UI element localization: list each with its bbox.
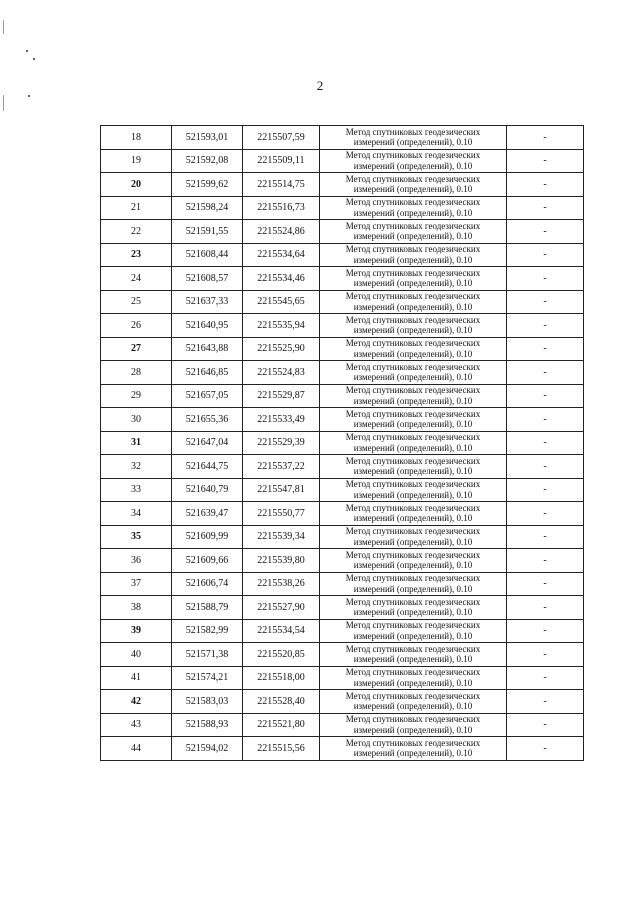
x-coordinate-cell: 521643,88 — [172, 337, 243, 361]
y-coordinate-cell: 2215535,94 — [243, 314, 320, 338]
method-line-1: Метод спутниковых геодезических — [345, 432, 481, 443]
point-number-cell: 43 — [101, 713, 172, 737]
description-cell: - — [507, 666, 584, 690]
method-line-1: Метод спутниковых геодезических — [345, 667, 481, 678]
table-row — [101, 126, 584, 150]
x-coordinate-cell: 521583,03 — [172, 690, 243, 714]
table-row — [101, 290, 584, 314]
y-coordinate-cell: 2215547,81 — [243, 478, 320, 502]
x-coordinate-cell: 521571,38 — [172, 643, 243, 667]
x-coordinate-cell: 521655,36 — [172, 408, 243, 432]
method-line-1: Метод спутниковых геодезических — [345, 737, 481, 748]
y-coordinate-cell: 2215514,75 — [243, 173, 320, 197]
method-line-2: измерений (определений), 0.10 — [353, 137, 473, 148]
table-row — [101, 196, 584, 220]
point-number-cell: 26 — [101, 314, 172, 338]
table-row — [101, 596, 584, 620]
y-coordinate-cell: 2215524,83 — [243, 361, 320, 385]
method-line-2: измерений (определений), 0.10 — [353, 419, 473, 430]
x-coordinate-cell: 521637,33 — [172, 290, 243, 314]
point-number-cell: 37 — [101, 572, 172, 596]
method-cell — [320, 549, 507, 573]
description-cell: - — [507, 408, 584, 432]
x-coordinate-cell: 521588,79 — [172, 596, 243, 620]
method-cell — [320, 173, 507, 197]
coordinates-table — [100, 125, 584, 761]
x-coordinate-cell: 521592,08 — [172, 149, 243, 173]
description-cell: - — [507, 502, 584, 526]
table-row — [101, 243, 584, 267]
point-number-cell: 35 — [101, 525, 172, 549]
method-cell — [320, 572, 507, 596]
x-coordinate-cell: 521644,75 — [172, 455, 243, 479]
method-line-2: измерений (определений), 0.10 — [353, 489, 473, 500]
method-cell — [320, 666, 507, 690]
y-coordinate-cell: 2215528,40 — [243, 690, 320, 714]
description-cell: - — [507, 690, 584, 714]
y-coordinate-cell: 2215539,80 — [243, 549, 320, 573]
table-row — [101, 525, 584, 549]
description-cell: - — [507, 737, 584, 761]
description-cell: - — [507, 337, 584, 361]
table-row — [101, 713, 584, 737]
x-coordinate-cell: 521582,99 — [172, 619, 243, 643]
method-line-1: Метод спутниковых геодезических — [345, 244, 481, 255]
scan-speck — [3, 20, 4, 34]
method-cell — [320, 267, 507, 291]
method-line-2: измерений (определений), 0.10 — [353, 748, 473, 759]
x-coordinate-cell: 521591,55 — [172, 220, 243, 244]
method-line-1: Метод спутниковых геодезических — [345, 291, 481, 302]
point-number-cell: 33 — [101, 478, 172, 502]
method-cell — [320, 596, 507, 620]
method-line-1: Метод спутниковых геодезических — [345, 220, 481, 231]
y-coordinate-cell: 2215533,49 — [243, 408, 320, 432]
point-number-cell: 36 — [101, 549, 172, 573]
method-line-2: измерений (определений), 0.10 — [353, 560, 473, 571]
table-row — [101, 314, 584, 338]
point-number-cell: 31 — [101, 431, 172, 455]
method-line-2: измерений (определений), 0.10 — [353, 231, 473, 242]
method-line-2: измерений (определений), 0.10 — [353, 677, 473, 688]
point-number-cell: 32 — [101, 455, 172, 479]
method-line-2: измерений (определений), 0.10 — [353, 583, 473, 594]
table-row — [101, 643, 584, 667]
x-coordinate-cell: 521608,44 — [172, 243, 243, 267]
method-line-2: измерений (определений), 0.10 — [353, 348, 473, 359]
method-line-1: Метод спутниковых геодезических — [345, 620, 481, 631]
x-coordinate-cell: 521647,04 — [172, 431, 243, 455]
table-row — [101, 502, 584, 526]
method-line-1: Метод спутниковых геодезических — [345, 596, 481, 607]
point-number-cell: 41 — [101, 666, 172, 690]
method-line-1: Метод спутниковых геодезических — [345, 173, 481, 184]
y-coordinate-cell: 2215524,86 — [243, 220, 320, 244]
method-cell — [320, 196, 507, 220]
y-coordinate-cell: 2215545,65 — [243, 290, 320, 314]
description-cell: - — [507, 243, 584, 267]
method-line-2: измерений (определений), 0.10 — [353, 654, 473, 665]
point-number-cell: 27 — [101, 337, 172, 361]
scan-speck — [28, 95, 30, 97]
table-row — [101, 267, 584, 291]
description-cell: - — [507, 290, 584, 314]
y-coordinate-cell: 2215529,87 — [243, 384, 320, 408]
method-line-2: измерений (определений), 0.10 — [353, 536, 473, 547]
description-cell: - — [507, 572, 584, 596]
description-cell: - — [507, 596, 584, 620]
y-coordinate-cell: 2215534,64 — [243, 243, 320, 267]
y-coordinate-cell: 2215520,85 — [243, 643, 320, 667]
description-cell: - — [507, 643, 584, 667]
description-cell: - — [507, 525, 584, 549]
description-cell: - — [507, 455, 584, 479]
method-line-1: Метод спутниковых геодезических — [345, 267, 481, 278]
table-row — [101, 549, 584, 573]
table-row — [101, 149, 584, 173]
page-number: 2 — [316, 78, 324, 93]
method-line-1: Метод спутниковых геодезических — [345, 549, 481, 560]
table-row — [101, 690, 584, 714]
point-number-cell: 19 — [101, 149, 172, 173]
point-number-cell: 34 — [101, 502, 172, 526]
x-coordinate-cell: 521639,47 — [172, 502, 243, 526]
x-coordinate-cell: 521640,95 — [172, 314, 243, 338]
method-cell — [320, 361, 507, 385]
method-cell — [320, 384, 507, 408]
method-cell — [320, 290, 507, 314]
x-coordinate-cell: 521640,79 — [172, 478, 243, 502]
method-line-2: измерений (определений), 0.10 — [353, 630, 473, 641]
point-number-cell: 28 — [101, 361, 172, 385]
description-cell: - — [507, 619, 584, 643]
method-line-1: Метод спутниковых геодезических — [345, 408, 481, 419]
y-coordinate-cell: 2215550,77 — [243, 502, 320, 526]
x-coordinate-cell: 521657,05 — [172, 384, 243, 408]
description-cell: - — [507, 549, 584, 573]
method-line-2: измерений (определений), 0.10 — [353, 301, 473, 312]
method-cell — [320, 619, 507, 643]
method-line-2: измерений (определений), 0.10 — [353, 325, 473, 336]
method-cell — [320, 690, 507, 714]
point-number-cell: 30 — [101, 408, 172, 432]
method-line-1: Метод спутниковых геодезических — [345, 573, 481, 584]
table-row — [101, 384, 584, 408]
description-cell: - — [507, 384, 584, 408]
y-coordinate-cell: 2215534,54 — [243, 619, 320, 643]
point-number-cell: 25 — [101, 290, 172, 314]
table-row — [101, 220, 584, 244]
x-coordinate-cell: 521609,99 — [172, 525, 243, 549]
table-row — [101, 572, 584, 596]
method-cell — [320, 149, 507, 173]
method-cell — [320, 478, 507, 502]
method-line-1: Метод спутниковых геодезических — [345, 455, 481, 466]
method-line-2: измерений (определений), 0.10 — [353, 160, 473, 171]
method-cell — [320, 431, 507, 455]
method-line-2: измерений (определений), 0.10 — [353, 701, 473, 712]
description-cell: - — [507, 431, 584, 455]
point-number-cell: 44 — [101, 737, 172, 761]
method-line-2: измерений (определений), 0.10 — [353, 207, 473, 218]
x-coordinate-cell: 521608,57 — [172, 267, 243, 291]
method-line-2: измерений (определений), 0.10 — [353, 442, 473, 453]
method-cell — [320, 243, 507, 267]
scan-speck — [26, 50, 28, 52]
method-cell — [320, 408, 507, 432]
method-cell — [320, 337, 507, 361]
x-coordinate-cell: 521574,21 — [172, 666, 243, 690]
description-cell: - — [507, 149, 584, 173]
x-coordinate-cell: 521646,85 — [172, 361, 243, 385]
point-number-cell: 21 — [101, 196, 172, 220]
method-line-1: Метод спутниковых геодезических — [345, 385, 481, 396]
point-number-cell: 22 — [101, 220, 172, 244]
table-row — [101, 478, 584, 502]
method-line-2: измерений (определений), 0.10 — [353, 466, 473, 477]
table-row — [101, 361, 584, 385]
method-line-2: измерений (определений), 0.10 — [353, 254, 473, 265]
table-row — [101, 737, 584, 761]
y-coordinate-cell: 2215529,39 — [243, 431, 320, 455]
description-cell: - — [507, 478, 584, 502]
y-coordinate-cell: 2215525,90 — [243, 337, 320, 361]
table-row — [101, 455, 584, 479]
method-line-2: измерений (определений), 0.10 — [353, 513, 473, 524]
method-cell — [320, 314, 507, 338]
y-coordinate-cell: 2215518,00 — [243, 666, 320, 690]
description-cell: - — [507, 361, 584, 385]
method-line-2: измерений (определений), 0.10 — [353, 372, 473, 383]
point-number-cell: 29 — [101, 384, 172, 408]
table-row — [101, 337, 584, 361]
coordinates-table-body — [101, 126, 584, 761]
y-coordinate-cell: 2215521,80 — [243, 713, 320, 737]
description-cell: - — [507, 713, 584, 737]
point-number-cell: 23 — [101, 243, 172, 267]
method-line-1: Метод спутниковых геодезических — [345, 526, 481, 537]
method-line-1: Метод спутниковых геодезических — [345, 714, 481, 725]
y-coordinate-cell: 2215539,34 — [243, 525, 320, 549]
x-coordinate-cell: 521609,66 — [172, 549, 243, 573]
x-coordinate-cell: 521598,24 — [172, 196, 243, 220]
y-coordinate-cell: 2215527,90 — [243, 596, 320, 620]
method-line-2: измерений (определений), 0.10 — [353, 184, 473, 195]
method-line-1: Метод спутниковых геодезических — [345, 126, 481, 137]
description-cell: - — [507, 196, 584, 220]
description-cell: - — [507, 173, 584, 197]
method-line-2: измерений (определений), 0.10 — [353, 278, 473, 289]
point-number-cell: 24 — [101, 267, 172, 291]
method-cell — [320, 643, 507, 667]
method-line-1: Метод спутниковых геодезических — [345, 197, 481, 208]
x-coordinate-cell: 521593,01 — [172, 126, 243, 150]
y-coordinate-cell: 2215509,11 — [243, 149, 320, 173]
point-number-cell: 20 — [101, 173, 172, 197]
table-row — [101, 619, 584, 643]
point-number-cell: 18 — [101, 126, 172, 150]
description-cell: - — [507, 220, 584, 244]
method-line-1: Метод спутниковых геодезических — [345, 690, 481, 701]
x-coordinate-cell: 521588,93 — [172, 713, 243, 737]
method-line-1: Метод спутниковых геодезических — [345, 314, 481, 325]
y-coordinate-cell: 2215534,46 — [243, 267, 320, 291]
table-row — [101, 666, 584, 690]
table-row — [101, 431, 584, 455]
y-coordinate-cell: 2215507,59 — [243, 126, 320, 150]
description-cell: - — [507, 267, 584, 291]
method-cell — [320, 737, 507, 761]
point-number-cell: 40 — [101, 643, 172, 667]
method-cell — [320, 126, 507, 150]
y-coordinate-cell: 2215538,26 — [243, 572, 320, 596]
point-number-cell: 42 — [101, 690, 172, 714]
method-cell — [320, 502, 507, 526]
x-coordinate-cell: 521594,02 — [172, 737, 243, 761]
point-number-cell: 38 — [101, 596, 172, 620]
method-cell — [320, 220, 507, 244]
point-number-cell: 39 — [101, 619, 172, 643]
method-cell — [320, 525, 507, 549]
method-line-1: Метод спутниковых геодезических — [345, 643, 481, 654]
scan-speck — [3, 95, 4, 111]
method-line-1: Метод спутниковых геодезических — [345, 150, 481, 161]
method-line-1: Метод спутниковых геодезических — [345, 361, 481, 372]
method-line-2: измерений (определений), 0.10 — [353, 724, 473, 735]
y-coordinate-cell: 2215537,22 — [243, 455, 320, 479]
y-coordinate-cell: 2215516,73 — [243, 196, 320, 220]
description-cell: - — [507, 126, 584, 150]
table-row — [101, 408, 584, 432]
method-cell — [320, 455, 507, 479]
scan-speck — [33, 58, 35, 60]
table-row — [101, 173, 584, 197]
method-line-1: Метод спутниковых геодезических — [345, 502, 481, 513]
method-line-2: измерений (определений), 0.10 — [353, 607, 473, 618]
method-cell — [320, 713, 507, 737]
method-line-1: Метод спутниковых геодезических — [345, 338, 481, 349]
description-cell: - — [507, 314, 584, 338]
method-line-1: Метод спутниковых геодезических — [345, 479, 481, 490]
method-line-2: измерений (определений), 0.10 — [353, 395, 473, 406]
x-coordinate-cell: 521606,74 — [172, 572, 243, 596]
y-coordinate-cell: 2215515,56 — [243, 737, 320, 761]
x-coordinate-cell: 521599,62 — [172, 173, 243, 197]
